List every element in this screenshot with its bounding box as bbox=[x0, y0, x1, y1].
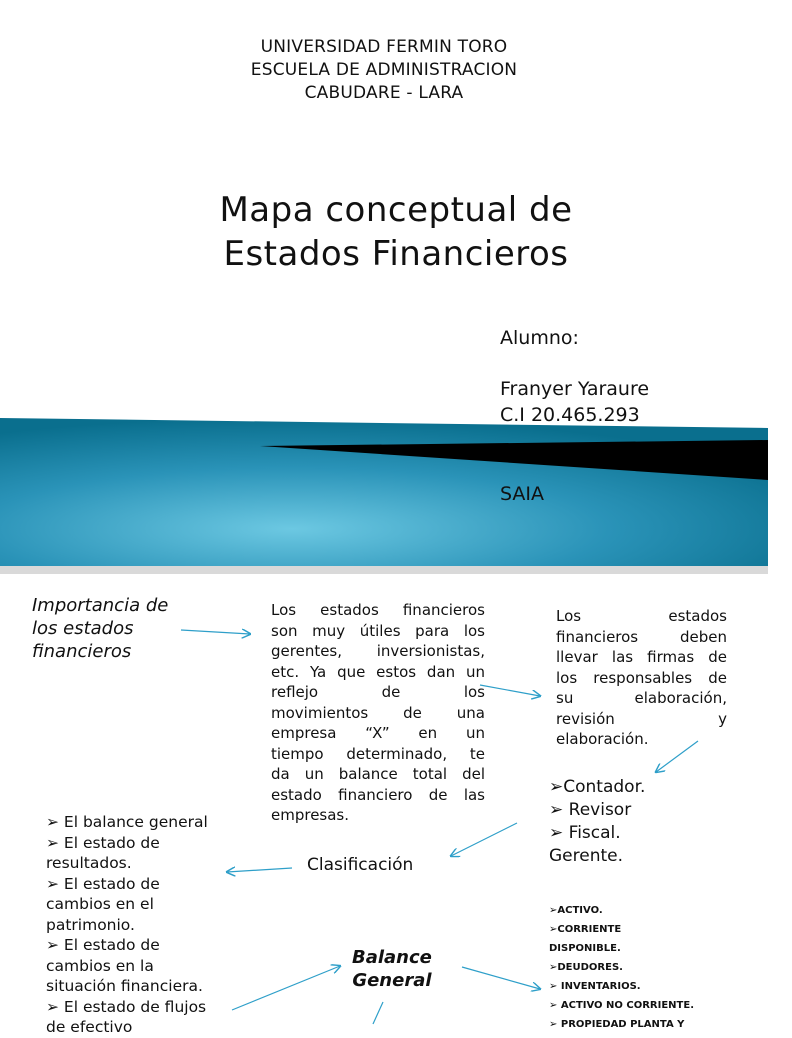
text-line: financieros deben bbox=[556, 627, 727, 646]
importance-text bbox=[271, 600, 485, 826]
signers-list bbox=[549, 776, 645, 868]
student-name: Franyer Yaraure bbox=[500, 378, 650, 400]
balance-general-label bbox=[352, 946, 432, 992]
text-line: empresa “X” en un bbox=[271, 724, 485, 742]
list-item: cambios en el bbox=[46, 895, 154, 913]
balance-items bbox=[549, 901, 694, 1034]
text-line: empresas. bbox=[271, 806, 350, 824]
slide-title-line-2: Estados Financieros bbox=[223, 234, 569, 274]
list-item: ➢ El balance general bbox=[46, 813, 208, 831]
student-label: Alumno: bbox=[500, 327, 579, 349]
decorative-band bbox=[0, 410, 768, 566]
text-line: llevar las firmas de bbox=[556, 648, 727, 666]
concept-map-slide bbox=[0, 574, 768, 1036]
arrow-importance-to-text bbox=[181, 630, 250, 634]
signer-item: ➢ Fiscal. bbox=[549, 823, 621, 843]
list-item: patrimonio. bbox=[46, 915, 135, 934]
school-name: ESCUELA DE ADMINISTRACION bbox=[250, 60, 518, 80]
balance-item: ➢CORRIENTE bbox=[549, 924, 622, 935]
balance-item: ➢ PROPIEDAD PLANTA Y bbox=[549, 1019, 685, 1030]
list-item: ➢ El estado de flujos bbox=[46, 997, 207, 1016]
list-item: ➢ El estado de bbox=[46, 936, 160, 954]
arrow-classification-to-list bbox=[227, 868, 292, 872]
text-line: gerentes, inversionistas, bbox=[271, 642, 485, 660]
balance-item: ➢ INVENTARIOS. bbox=[549, 981, 641, 992]
balance-item: DISPONIBLE. bbox=[549, 943, 621, 954]
classification-label: Clasificación bbox=[307, 855, 414, 875]
text-line: Los estados bbox=[556, 607, 727, 625]
text-line: su elaboración, bbox=[556, 689, 727, 707]
signer-item: ➢ Revisor bbox=[549, 800, 632, 820]
importance-heading-line: Importancia de bbox=[32, 595, 169, 616]
list-item: ➢ El estado de bbox=[46, 833, 160, 852]
importance-heading-line: financieros bbox=[32, 641, 132, 662]
text-line: los responsables de bbox=[556, 668, 727, 687]
list-item: ➢ El estado de bbox=[46, 874, 160, 893]
balance-item: ➢DEUDORES. bbox=[549, 962, 623, 973]
text-line: reflejo de los bbox=[271, 683, 485, 701]
text-line: etc. Ya que estos dan un bbox=[271, 662, 485, 681]
balance-item: ➢ACTIVO. bbox=[549, 905, 603, 916]
list-item: de efectivo bbox=[46, 1018, 133, 1036]
slide-separator bbox=[0, 566, 768, 574]
text-line: Los estados financieros bbox=[271, 601, 485, 619]
classification-list bbox=[46, 812, 226, 1038]
list-item: situación financiera. bbox=[46, 977, 203, 995]
balance-label-line: General bbox=[352, 970, 432, 991]
university-name: UNIVERSIDAD FERMIN TORO bbox=[260, 37, 508, 57]
arrow-balance-down bbox=[373, 1002, 383, 1024]
list-item: resultados. bbox=[46, 854, 132, 872]
text-line: da un balance total del bbox=[271, 765, 485, 783]
arrow-text-to-signatures bbox=[480, 685, 540, 696]
slide-title-line-1: Mapa conceptual de bbox=[219, 190, 573, 230]
program-label: SAIA bbox=[500, 483, 545, 505]
student-id: C.I 20.465.293 bbox=[500, 404, 640, 426]
list-item: cambios en la bbox=[46, 956, 154, 975]
signer-item: Gerente. bbox=[549, 846, 624, 866]
balance-item: ➢ ACTIVO NO CORRIENTE. bbox=[549, 1000, 694, 1011]
text-line: revisión y bbox=[556, 709, 727, 728]
text-line: estado financiero de las bbox=[271, 785, 485, 804]
balance-label-line: Balance bbox=[352, 947, 432, 968]
arrow-balance-to-items bbox=[462, 967, 540, 989]
location: CABUDARE - LARA bbox=[304, 83, 464, 103]
text-line: movimientos de una bbox=[271, 703, 485, 722]
text-line: elaboración. bbox=[556, 730, 649, 748]
text-line: tiempo determinado, te bbox=[271, 744, 485, 763]
arrow-signers-to-classification bbox=[451, 823, 517, 856]
text-line: son muy útiles para los bbox=[271, 621, 485, 640]
arrow-list-to-balance bbox=[232, 966, 340, 1010]
importance-heading bbox=[32, 594, 172, 663]
importance-heading-line: los estados bbox=[32, 618, 134, 639]
signature-text bbox=[556, 606, 727, 750]
signer-item: ➢Contador. bbox=[549, 777, 646, 797]
